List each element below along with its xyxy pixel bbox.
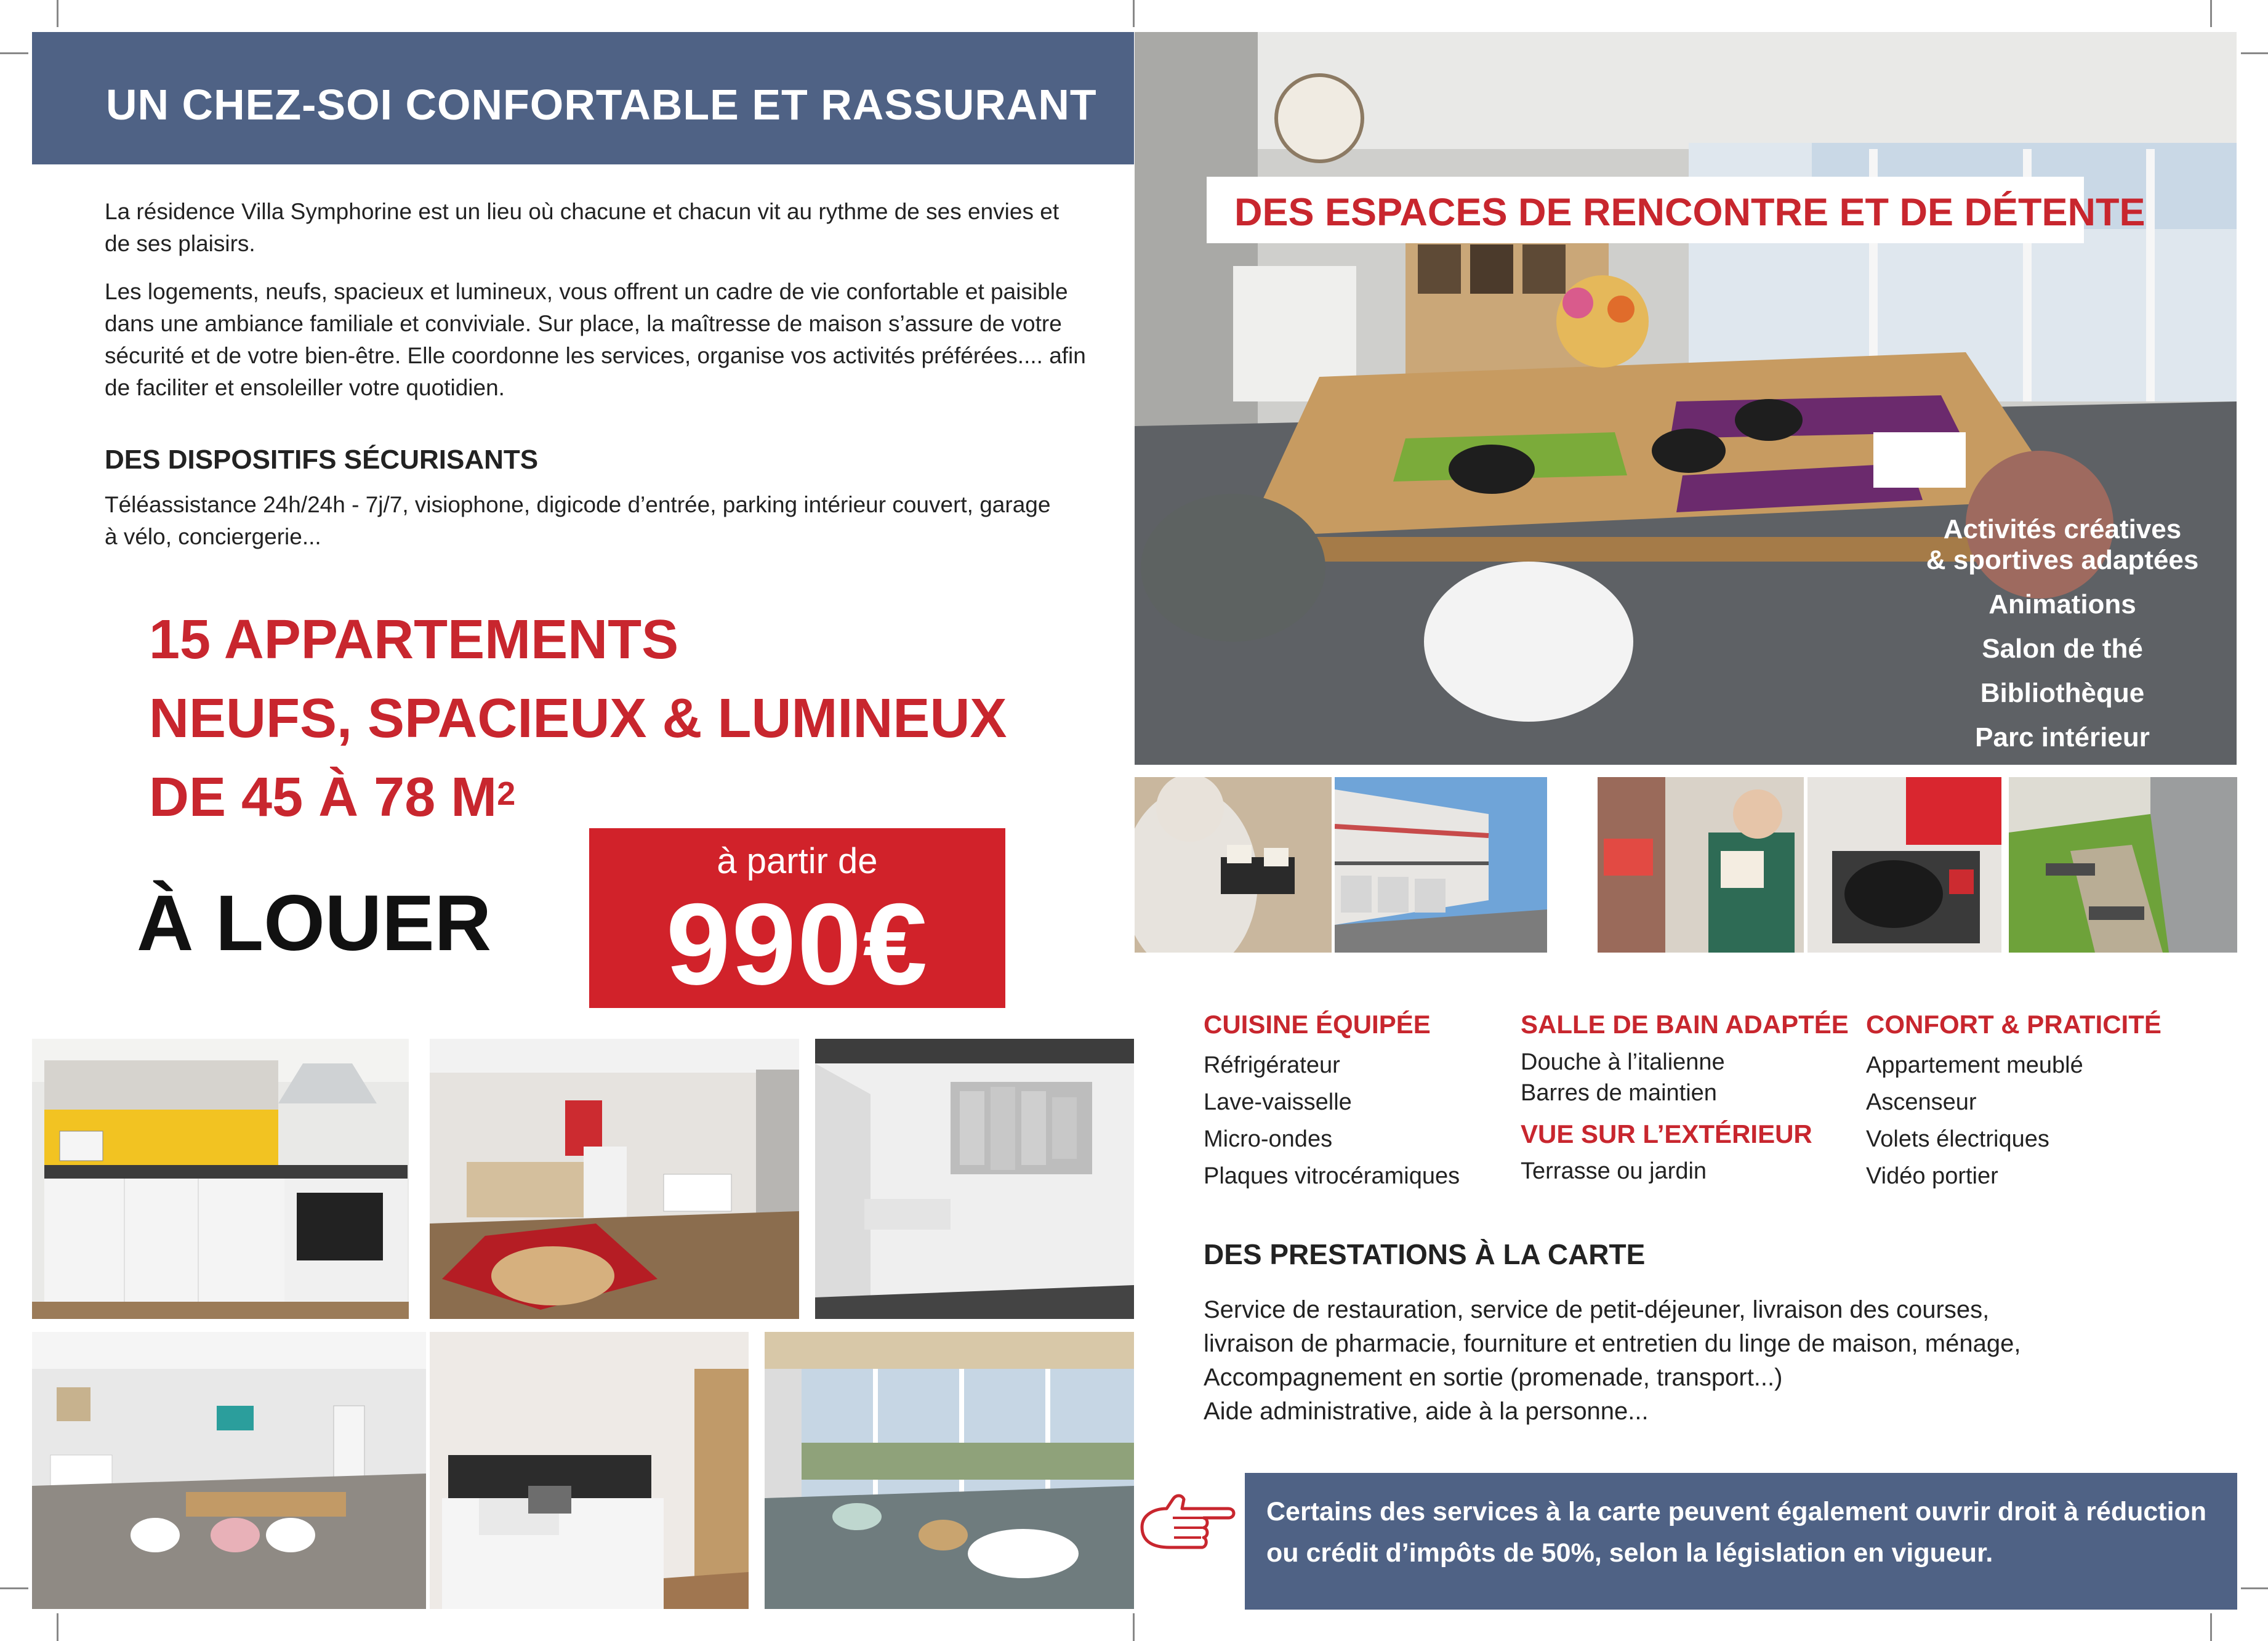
intro-text — [105, 196, 1090, 420]
activity-item: Parc intérieur — [1975, 722, 2150, 752]
crop-mark — [2210, 1613, 2212, 1641]
price-box — [589, 828, 1005, 1008]
rent-label: À LOUER — [137, 879, 491, 967]
price-from-label: à partir de — [717, 841, 878, 881]
services-title: DES PRESTATIONS À LA CARTE — [1204, 1238, 1646, 1270]
crop-mark — [57, 0, 58, 27]
game-photo — [1135, 777, 1332, 953]
crop-mark — [0, 52, 28, 54]
activities-list — [1884, 514, 2241, 753]
comfort-title: CONFORT & PRATICITÉ — [1866, 1010, 2161, 1039]
superscript: 2 — [497, 775, 516, 812]
comfort-item: Ascenseur — [1866, 1089, 1977, 1115]
security-text: Téléassistance 24h/24h - 7j/7, visiophone, digicode d’entrée, parking intérieur couvert, garage à vélo, conciergerie... — [105, 492, 1051, 549]
reading-photo — [1598, 777, 1804, 953]
living-room-photo — [430, 1039, 799, 1319]
kitchen-photo — [32, 1039, 409, 1319]
tax-note-text: Certains des services à la carte peuvent également ouvrir droit à réduction ou crédit d’impôts de 50%, selon la législation en vigueur. — [1266, 1497, 2207, 1568]
pointing-hand-icon — [1136, 1481, 1241, 1564]
services-line: Service de restauration, service de petit-déjeuner, livraison des courses, — [1204, 1296, 1990, 1323]
intro-paragraph-1: La résidence Villa Symphorine est un lieu où chacune et chacun vit au rythme de ses envies et de ses plaisirs. — [105, 199, 1060, 256]
services-text — [1204, 1293, 2201, 1429]
crop-mark — [2210, 0, 2212, 27]
comfort-item: Volets électriques — [1866, 1126, 2049, 1152]
comfort-item: Vidéo portier — [1866, 1163, 1998, 1189]
dining-room-photo — [32, 1332, 426, 1609]
garden-photo — [2009, 777, 2237, 953]
activity-item: Salon de thé — [1982, 634, 2143, 664]
spaces-title-box — [1207, 177, 2145, 243]
activity-item: Bibliothèque — [1980, 678, 2145, 708]
offer-headline — [149, 600, 1007, 837]
services-line: Accompagnement en sortie (promenade, transport...) — [1204, 1364, 1783, 1391]
crop-mark — [1133, 0, 1135, 27]
bathroom-item: Douche à l’italienne — [1521, 1049, 1725, 1075]
kitchen-item: Réfrigérateur — [1204, 1052, 1340, 1078]
intro-paragraph-2: Les logements, neufs, spacieux et lumineux, vous offrent un cadre de vie confortable et paisible dans une ambiance familiale et conviviale. Sur place, la maîtresse de maison s’assure de votre sécurité et de votre bien-être. Elle coordonne les services, organise vos activités préférées.... afin de faciliter et ensoleiller votre quotidien. — [105, 279, 1086, 400]
offer-line-3: DE 45 À 78 $M^2$ — [149, 767, 516, 828]
crop-mark — [1133, 1613, 1135, 1641]
feature-comfort — [1866, 1010, 2161, 1195]
offer-line-1: 15 APPARTEMENTS — [149, 609, 679, 671]
feature-bathroom — [1521, 1010, 1849, 1190]
record-player-photo — [1808, 777, 2001, 953]
view-title: VUE SUR L’EXTÉRIEUR — [1521, 1119, 1812, 1148]
feature-kitchen — [1204, 1010, 1460, 1195]
bathroom-item: Barres de maintien — [1521, 1080, 1717, 1106]
page-title: UN CHEZ-SOI CONFORTABLE ET RASSURANT — [106, 81, 1097, 129]
activity-item: Animations — [1989, 589, 2136, 619]
header-banner — [32, 32, 1134, 164]
kitchen-title: CUISINE ÉQUIPÉE — [1204, 1010, 1431, 1039]
bathroom-title: SALLE DE BAIN ADAPTÉE — [1521, 1010, 1849, 1039]
kitchen-item: Lave-vaisselle — [1204, 1089, 1352, 1115]
crop-mark — [57, 1613, 58, 1641]
crop-mark — [2241, 1587, 2268, 1589]
comfort-item: Appartement meublé — [1866, 1052, 2083, 1078]
crop-mark — [2241, 52, 2268, 54]
spaces-title: DES ESPACES DE RENCONTRE ET DE DÉTENTE — [1234, 191, 2145, 234]
tax-note-box — [1245, 1473, 2237, 1610]
view-item: Terrasse ou jardin — [1521, 1158, 1707, 1184]
hallway-photo — [815, 1039, 1134, 1319]
security-title: DES DISPOSITIFS SÉCURISANTS — [105, 445, 539, 475]
services-line: livraison de pharmacie, fourniture et entretien du linge de maison, ménage, — [1204, 1330, 2021, 1357]
kitchen-item: Micro-ondes — [1204, 1126, 1333, 1152]
building-photo — [1335, 777, 1547, 953]
bedroom-photo — [430, 1332, 749, 1609]
price-value: 990€ — [666, 879, 929, 1009]
activity-item: Activités créatives — [1943, 514, 2182, 544]
lounge-photo — [765, 1332, 1134, 1609]
offer-line-2: NEUFS, SPACIEUX & LUMINEUX — [149, 688, 1007, 749]
crop-mark — [0, 1587, 28, 1589]
kitchen-item: Plaques vitrocéramiques — [1204, 1163, 1460, 1189]
services-line: Aide administrative, aide à la personne... — [1204, 1398, 1649, 1425]
activity-item: & sportives adaptées — [1926, 545, 2199, 575]
